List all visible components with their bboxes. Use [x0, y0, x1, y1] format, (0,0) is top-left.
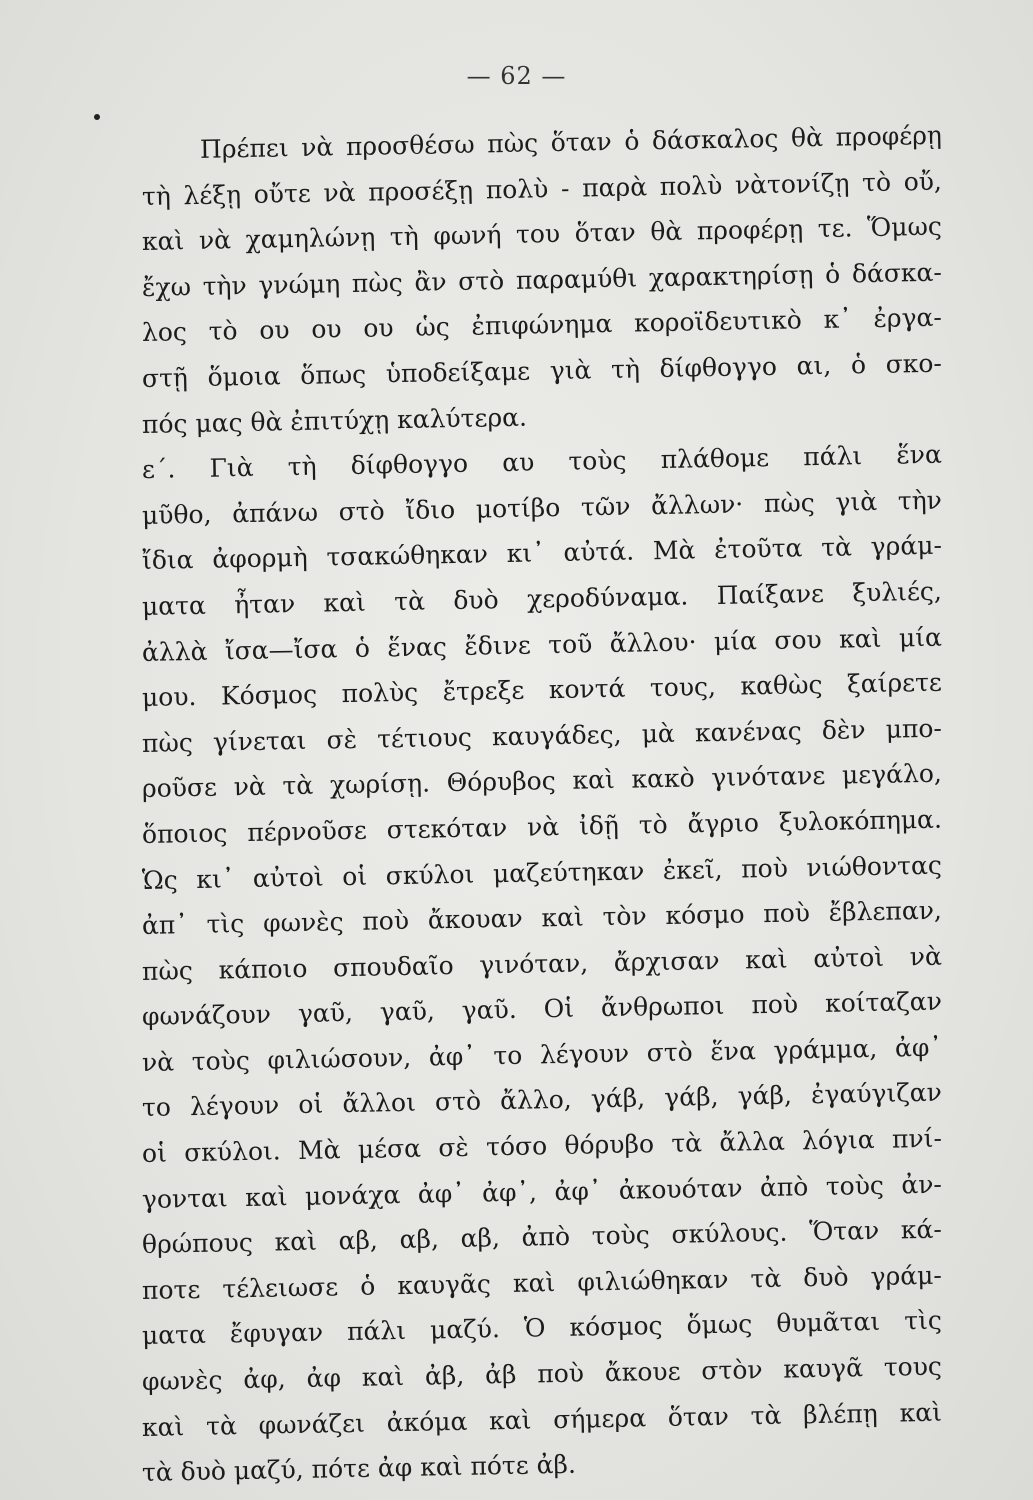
text-line: στῇ ὅμοια ὅπως ὑποδείξαμε γιὰ τὴ δίφθογγο αι, ὁ σκο- [141, 348, 943, 393]
text-line: θρώπους καὶ αβ, αβ, αβ, ἀπὸ τοὺς σκύλους. Ὅταν κά- [141, 1214, 943, 1260]
text-line: ροῦσε νὰ τὰ χωρίσῃ. Θόρυβος καὶ κακὸ γινότανε μεγάλο, [141, 758, 943, 804]
text-line: οἱ σκύλοι. Μὰ μέσα σὲ τόσο θόρυβο τὰ ἄλλα λόγια πνί- [141, 1123, 943, 1169]
text-line: ἔχω τὴν γνώμη πὼς ἂν στὸ παραμύθι χαρακτηρίσῃ ὁ δάσκα- [141, 257, 943, 302]
print-speck [94, 114, 100, 120]
text-line: ποτε τέλειωσε ὁ καυγᾶς καὶ φιλιώθηκαν τὰ δυὸ γράμ- [141, 1260, 943, 1305]
text-line: τὴ λέξῃ οὔτε νὰ προσέξῃ πολὺ - παρὰ πολὺ νὰτονίζῃ τὸ οὔ, [141, 166, 943, 211]
text-line: το λέγουν οἱ ἄλλοι στὸ ἄλλο, γάβ, γάβ, γάβ, ἐγαύγιζαν [141, 1078, 943, 1123]
text-line: ε΄. Γιὰ τὴ δίφθογγο αυ τοὺς πλάθομε πάλι ἕνα [141, 439, 943, 485]
text-line: μου. Κόσμος πολὺς ἔτρεξε κοντά τους, καθὼς ξαίρετε [141, 667, 943, 713]
page-number: — 62 — [466, 62, 567, 90]
text-line: ματα ἔφυγαν πάλι μαζύ. Ὁ κόσμος ὅμως θυμᾶται τὶς [141, 1306, 943, 1351]
text-line: καὶ τὰ φωνάζει ἀκόμα καὶ σήμερα ὅταν τὰ βλέπῃ καὶ [141, 1397, 943, 1442]
text-line: φωνάζουν γαῦ, γαῦ, γαῦ. Οἱ ἄνθρωποι ποὺ κοίταζαν [141, 986, 943, 1032]
text-line: λος τὸ ου ου ου ὡς ἐπιφώνημα κοροϊδευτικὸ κ᾽ ἐργα- [141, 303, 943, 348]
text-line: Ὡς κι᾽ αὐτοὶ οἱ σκύλοι μαζεύτηκαν ἐκεῖ, ποὺ νιώθοντας [141, 850, 943, 895]
body-text [141, 120, 943, 1496]
text-line: καὶ νὰ χαμηλώνῃ τὴ φωνή του ὅταν θὰ προφέρῃ τε. Ὅμως [141, 211, 943, 257]
text-line: Πρέπει νὰ προσθέσω πὼς ὅταν ὁ δάσκαλος θὰ προφέρῃ [199, 120, 943, 164]
text-line: νὰ τοὺς φιλιώσουν, ἀφ᾽ το λέγουν στὸ ἕνα γράμμα, ἀφ᾽ [141, 1032, 943, 1077]
text-line: μῦθο, ἀπάνω στὸ ἴδιο μοτίβο τῶν ἄλλων· πὼς γιὰ τὴν [141, 485, 943, 530]
text-line: ὅποιος πέρνοῦσε στεκόταν νὰ ἰδῇ τὸ ἄγριο ξυλοκόπημα. [141, 804, 943, 849]
text-line: ἀλλὰ ἴσα—ἴσα ὁ ἕνας ἔδινε τοῦ ἄλλου· μία σου καὶ μία [141, 622, 943, 667]
text-line: φωνὲς ἀφ, ἀφ καὶ ἀβ, ἀβ ποὺ ἄκουε στὸν καυγᾶ τους [141, 1351, 943, 1397]
text-line: πὼς γίνεται σὲ τέτιους καυγάδες, μὰ κανένας δὲν μπο- [141, 713, 943, 758]
text-line: ἴδια ἀφορμὴ τσακώθηκαν κι᾽ αὐτά. Μὰ ἐτοῦτα τὰ γράμ- [141, 530, 943, 576]
text-line: τὰ δυὸ μαζύ, πότε ἀφ καὶ πότε ἀβ. [141, 1449, 577, 1488]
text-line: πὼς κάποιο σπουδαῖο γινόταν, ἄρχισαν καὶ αὐτοὶ νὰ [141, 941, 943, 986]
text-line: ἀπ᾽ τὶς φωνὲς ποὺ ἄκουαν καὶ τὸν κόσμο ποὺ ἔβλεπαν, [141, 895, 943, 941]
text-line: γονται καὶ μονάχα ἀφ᾽ ἀφ᾽, ἀφ᾽ ἀκουόταν ἀπὸ τοὺς ἀν- [141, 1169, 943, 1214]
text-line: πός μας θὰ ἐπιτύχῃ καλύτερα. [141, 402, 528, 439]
text-line: ματα ἦταν καὶ τὰ δυὸ χεροδύναμα. Παίξανε ξυλιές, [141, 576, 943, 621]
